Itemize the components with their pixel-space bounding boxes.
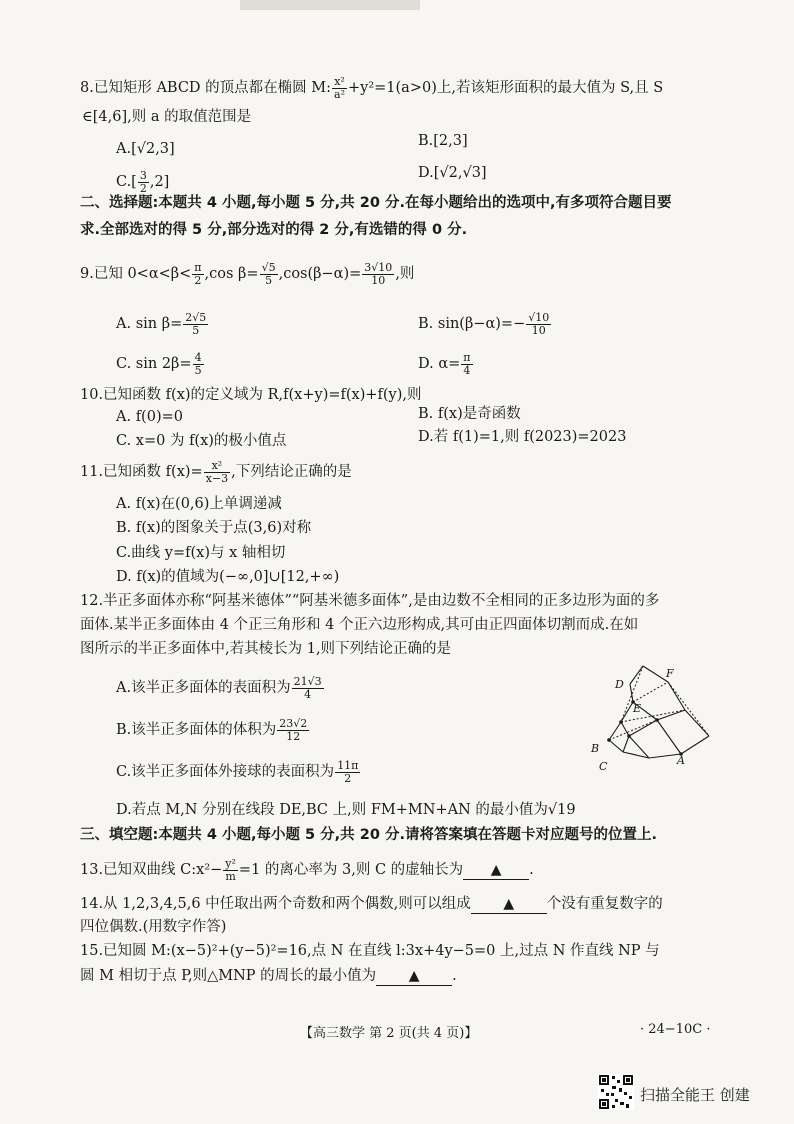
answer-blank: ▲ — [463, 862, 529, 880]
fraction: $\frac{\text{x²}}{\text{a²}}$ — [334, 75, 345, 101]
fig-label-c: C — [599, 760, 608, 773]
q12-line3: 图所示的半正多面体中,若其棱长为 1,则下列结论正确的是 — [80, 641, 452, 657]
fig-label-e: E — [633, 702, 642, 715]
q12-option-a: A.该半正多面体的表面积为 $\frac{21√3}{4}$ — [116, 675, 322, 701]
q10-stem: 10.已知函数 f(x)的定义域为 R,f(x+y)=f(x)+f(y),则 — [80, 387, 422, 403]
q12-option-d: D.若点 M,N 分别在线段 DE,BC 上,则 FM+MN+AN 的最小值为√19 — [116, 802, 576, 818]
fig-label-a: A — [677, 754, 685, 767]
scanner-watermark: 扫描全能王 创建 — [640, 1086, 750, 1104]
q11-stem: 11.已知函数 f(x)= $\frac{\text{x²}}{x-3}$ ,下列结论正确的是 — [80, 459, 352, 485]
q11-option-b: B. f(x)的图象关于点(3,6)对称 — [116, 520, 312, 536]
q8-option-b: B.[2,3] — [418, 133, 468, 149]
q11-option-c: C.曲线 y=f(x)与 x 轴相切 — [116, 545, 286, 561]
q15-line1: 15.已知圆 M:(x−5)²+(y−5)²=16,点 N 在直线 l:3x+4y−5=0 上,过点 N 作直线 NP 与 — [80, 943, 660, 959]
fig-label-f: F — [666, 667, 674, 680]
q10-option-d: D.若 f(1)=1,则 f(2023)=2023 — [418, 429, 627, 445]
q12-option-b: B.该半正多面体的体积为 $\frac{23√2}{12}$ — [116, 717, 308, 743]
fig-label-b: B — [591, 742, 600, 755]
section2-heading-cont: 求.全部选对的得 5 分,部分选对的得 2 分,有选错的得 0 分. — [80, 222, 468, 238]
q14-line1: 14.从 1,2,3,4,5,6 中任取出两个奇数和两个偶数,则可以组成 ▲ 个没有重复数字的 — [80, 896, 663, 912]
q9-option-a: A. sin β= $\frac{2√5}{5}$ — [116, 311, 207, 337]
answer-blank: ▲ — [376, 968, 452, 986]
q9-option-d: D. α= $\frac{\pi}{4}$ — [418, 351, 471, 377]
exam-code: · 24−10C · — [640, 1022, 711, 1037]
q12-line2: 面体.某半正多面体由 4 个正三角形和 4 个正六边形构成,其可由正四面体切割而成.在如 — [80, 617, 639, 633]
q10-option-c: C. x=0 为 f(x)的极小值点 — [116, 433, 287, 449]
answer-blank: ▲ — [471, 896, 547, 914]
section2-heading: 二、选择题:本题共 4 小题,每小题 5 分,共 20 分.在每小题给出的选项中,有多项符合题目要 — [80, 195, 672, 211]
q8-line2: ∈[4,6],则 a 的取值范围是 — [82, 109, 252, 125]
section3-heading: 三、填空题:本题共 4 小题,每小题 5 分,共 20 分.请将答案填在答题卡对应题号的位置上. — [80, 827, 657, 843]
q8-line1: 8.已知矩形 ABCD 的顶点都在椭圆 M: $\frac{\text{x²}}{\text{a²}}$ +y²=1(a>0)上,若该矩形面积的最大值为 S,且 S — [80, 75, 664, 101]
scan-artifact — [240, 0, 420, 10]
q11-option-d: D. f(x)的值域为(−∞,0]∪[12,+∞) — [116, 569, 340, 585]
q11-option-a: A. f(x)在(0,6)上单调递减 — [116, 496, 282, 512]
q12-line1: 12.半正多面体亦称“阿基米德体”“阿基米德多面体”,是由边数不全相同的正多边形为面的多 — [80, 593, 660, 609]
qr-code-icon — [598, 1074, 634, 1110]
q13: 13.已知双曲线 C:x²− $\frac{\text{y²}}{m}$ =1 的离心率为 3,则 C 的虚轴长为 ▲ . — [80, 857, 534, 883]
q8-option-c: C.[ $\frac{3}{2}$ ,2] — [116, 169, 170, 195]
polyhedron-figure — [585, 660, 725, 780]
q10-option-a: A. f(0)=0 — [116, 409, 183, 425]
fig-label-d: D — [615, 678, 624, 691]
q8-option-d: D.[√2,√3] — [418, 165, 487, 181]
q10-option-b: B. f(x)是奇函数 — [418, 406, 521, 422]
q9-option-b: B. sin(β−α)=− $\frac{√10}{10}$ — [418, 311, 550, 337]
q9-stem: 9.已知 0<α<β< $\frac{\pi}{2}$ ,cos β= $\frac{√5}{5}$ ,cos(β−α)= $\frac{3√10}{10}$ ,则 — [80, 261, 415, 287]
q8-option-a: A.[√2,3] — [116, 141, 175, 157]
page-footer: 【高三数学 第 2 页(共 4 页)】 — [300, 1026, 478, 1041]
q14-line2: 四位偶数.(用数字作答) — [80, 919, 227, 935]
q9-option-c: C. sin 2β= $\frac{4}{5}$ — [116, 351, 202, 377]
q15-line2: 圆 M 相切于点 P,则△MNP 的周长的最小值为 ▲ . — [80, 968, 457, 984]
q12-option-c: C.该半正多面体外接球的表面积为 $\frac{11\pi}{2}$ — [116, 759, 359, 785]
